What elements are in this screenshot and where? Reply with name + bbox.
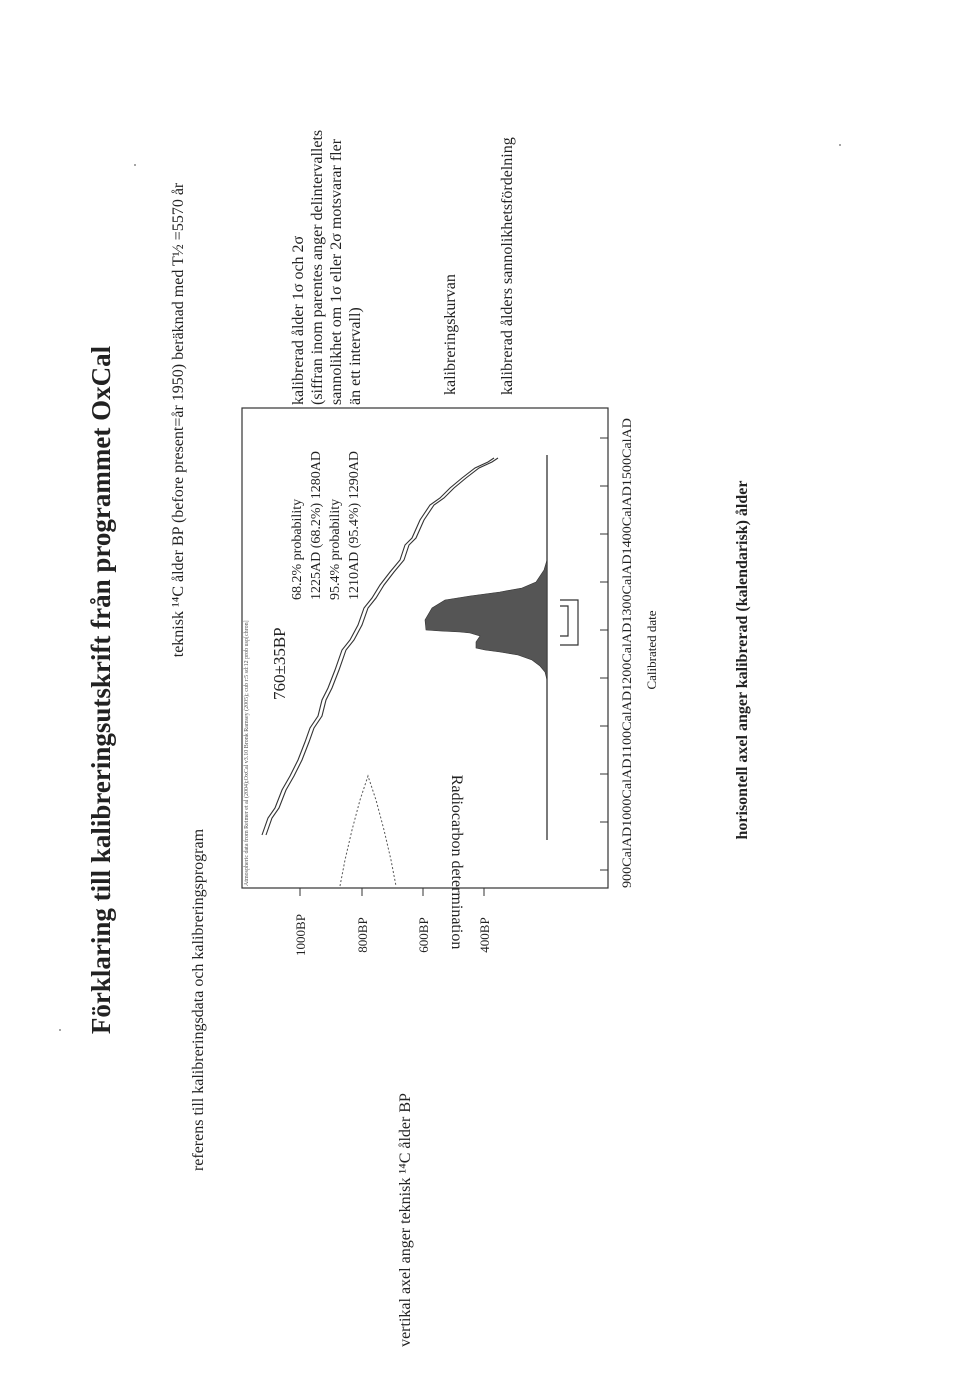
calibrated-age-line-4: än ett intervall): [347, 307, 364, 405]
x-axis-label: Calibrated date: [644, 610, 659, 690]
y-tick-400: 400BP: [477, 917, 492, 953]
figure-frame: [242, 408, 608, 888]
y-tick-1000: 1000BP: [293, 914, 308, 956]
two-sigma-bracket: [560, 600, 578, 645]
vertical-axis-annotation: vertikal axel anger teknisk ¹⁴C ålder BP: [397, 1093, 414, 1347]
y-tick-600: 600BP: [416, 917, 431, 953]
reference-annotation: referens till kalibreringsdata och kalibreringsprogram: [190, 828, 207, 1172]
calibrated-age-line-3: sannolikhet om 1σ eller 2σ motsvarar fler: [328, 138, 345, 405]
technical-age-annotation: teknisk ¹⁴C ålder BP (before present=år 1950) beräknad med T½ =5570 år: [170, 182, 187, 658]
sample-age-label: 760±35BP: [270, 627, 289, 700]
calibrated-age-line-1: kalibrerad ålder 1σ och 2σ: [290, 235, 307, 405]
sigma-brackets: [560, 600, 578, 645]
calibrated-age-line-2: (siffran inom parentes anger delintervallets: [309, 129, 326, 405]
figure-header: Atmospheric data from Reimer et al (2004);OxCal v3.10 Bronk Ramsey (2005); cub r:5 sd:12 prob usp[chron]: [244, 620, 250, 886]
radiocarbon-distribution: [340, 776, 396, 886]
one-sigma-bracket: [560, 606, 568, 636]
prob-68-range: 1225AD (68.2%) 1280AD: [309, 451, 324, 600]
calibration-curve-annotation: kalibreringskurvan: [442, 274, 459, 395]
y-tick-800: 800BP: [355, 917, 370, 953]
prob-95-range: 1210AD (95.4%) 1290AD: [347, 451, 362, 600]
horizontal-axis-annotation: horisontell axel anger kalibrerad (kalendarisk) ålder: [734, 480, 751, 840]
prob-95-label: 95.4% probability: [328, 498, 343, 600]
prob-68-label: 68.2% probability: [290, 498, 305, 600]
x-ticks: [600, 438, 608, 870]
probability-distribution-annotation: kalibrerad ålders sannolikhetsfördelning: [499, 137, 516, 395]
page-title: Förklaring till kalibreringsutskrift från programmet OxCal: [86, 345, 116, 1035]
calibrated-distribution: [425, 560, 547, 680]
y-axis-label: Radiocarbon determination: [448, 774, 465, 950]
calibrated-age-annotation: [290, 130, 364, 405]
x-tick-labels: 900CalAD1000CalAD1100CalAD1200CalAD1300CalAD1400CalAD1500CalAD: [619, 455, 634, 888]
